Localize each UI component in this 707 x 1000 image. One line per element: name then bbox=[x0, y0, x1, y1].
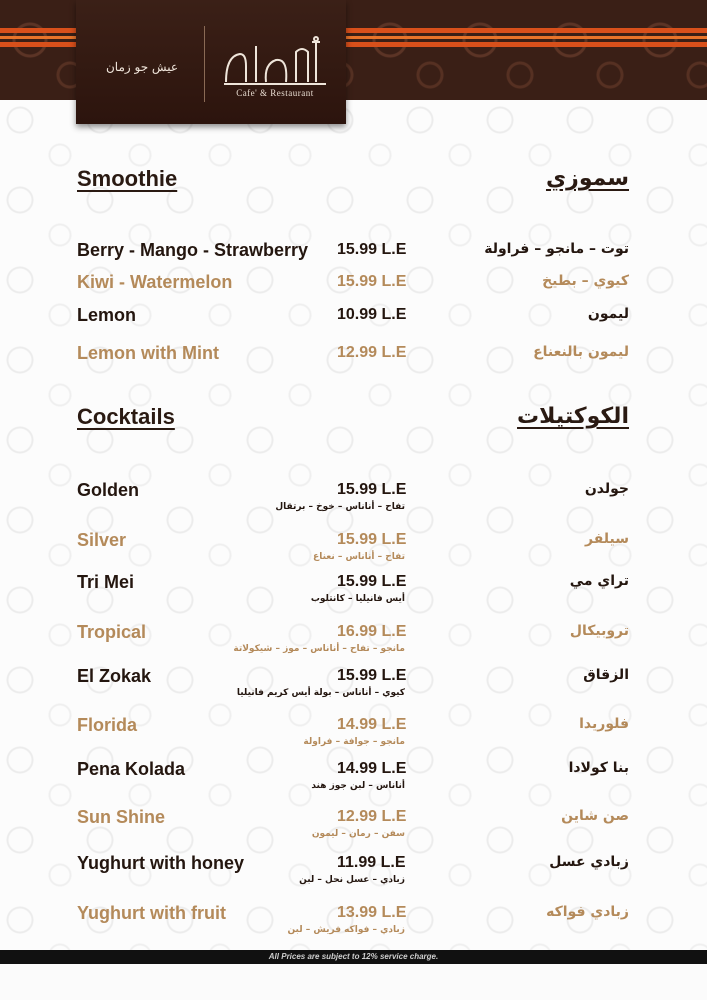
item-name-ar: فلوريدا bbox=[579, 716, 629, 732]
item-name-ar: جولدن bbox=[584, 481, 629, 497]
menu-item bbox=[0, 666, 707, 706]
item-name: Florida bbox=[77, 715, 138, 735]
menu-item bbox=[0, 572, 707, 612]
smoothie-heading-ar: سموزي bbox=[545, 166, 629, 191]
item-description: مانجو – تفاح – أناناس – موز – شيكولاتة bbox=[233, 644, 405, 654]
item-name: Sun Shine bbox=[77, 807, 166, 827]
item-description: مانجو – جوافة – فراولة bbox=[303, 737, 405, 747]
item-description: تفاح – أناناس – نعناع bbox=[313, 552, 405, 562]
item-name-ar: كيوي – بطيخ bbox=[542, 273, 629, 289]
menu-item bbox=[0, 853, 707, 893]
item-price: 15.99 L.E bbox=[337, 241, 407, 258]
item-name: Lemon with Mint bbox=[77, 343, 219, 363]
item-name-ar: بنا كولادا bbox=[568, 760, 629, 776]
menu-item bbox=[0, 759, 707, 799]
item-price: 15.99 L.E bbox=[337, 667, 407, 684]
smoothie-heading-en: Smoothie bbox=[77, 166, 178, 191]
menu-item bbox=[0, 343, 707, 383]
item-description: زبادي – فواكه فريش – لبن bbox=[287, 925, 405, 935]
item-name: Golden bbox=[77, 480, 139, 500]
item-name-ar: تروبيكال bbox=[569, 623, 629, 639]
item-name: Berry - Mango - Strawberry bbox=[77, 240, 309, 260]
item-name-ar: صن شاين bbox=[561, 808, 629, 824]
item-price: 11.99 L.E bbox=[337, 854, 406, 871]
item-price: 15.99 L.E bbox=[337, 573, 407, 590]
cocktails-heading-en: Cocktails bbox=[77, 404, 175, 429]
menu-item bbox=[0, 305, 707, 345]
item-name-ar: ليمون bbox=[587, 306, 629, 322]
menu-item bbox=[0, 530, 707, 570]
cocktails-heading-ar: الكوكتيلات bbox=[517, 404, 629, 429]
item-name-ar: سيلفر bbox=[585, 531, 629, 547]
brand-slogan: عيش جو زمان bbox=[105, 60, 179, 74]
item-name-ar: ليمون بالنعناع bbox=[533, 344, 629, 360]
menu-item bbox=[0, 807, 707, 847]
item-name: Yughurt with fruit bbox=[77, 903, 226, 923]
item-price: 13.99 L.E bbox=[337, 904, 407, 921]
brand-logo-text: الزقاق bbox=[273, 76, 277, 77]
item-name-ar: تراي مي bbox=[569, 573, 629, 589]
item-description: زبادي – عسل نحل – لبن bbox=[299, 875, 405, 885]
item-name: Silver bbox=[77, 530, 127, 550]
item-description: أيس فانيليا – كانتلوب bbox=[310, 594, 405, 604]
item-price: 15.99 L.E bbox=[337, 531, 407, 548]
item-price: 15.99 L.E bbox=[337, 481, 407, 498]
menu-item bbox=[0, 480, 707, 520]
item-price: 12.99 L.E bbox=[337, 344, 407, 361]
item-name: Yughurt with honey bbox=[77, 853, 244, 873]
item-name-ar: الزقاق bbox=[583, 667, 629, 683]
item-name: Lemon bbox=[77, 305, 137, 325]
service-charge-note: All Prices are subject to 12% service charge. bbox=[0, 950, 707, 964]
item-price: 14.99 L.E bbox=[337, 716, 407, 733]
item-description: تفاح – أناناس – خوخ – برتقال bbox=[275, 502, 405, 512]
item-description: كيوي – أناناس – بولة أيس كريم فانيليا bbox=[236, 688, 405, 698]
item-price: 14.99 L.E bbox=[337, 760, 407, 777]
item-name: Kiwi - Watermelon bbox=[77, 272, 233, 292]
item-name: Tri Mei bbox=[77, 572, 135, 592]
item-price: 15.99 L.E bbox=[337, 273, 407, 290]
item-name: Tropical bbox=[77, 622, 147, 642]
item-name: El Zokak bbox=[77, 666, 152, 686]
item-name-ar: توت – مانجو – فراولة bbox=[484, 241, 629, 257]
menu-item bbox=[0, 622, 707, 662]
brand-subtitle: Cafe' & Restaurant bbox=[236, 88, 314, 98]
menu-item bbox=[0, 715, 707, 755]
item-price: 10.99 L.E bbox=[337, 306, 407, 323]
item-price: 12.99 L.E bbox=[337, 808, 407, 825]
item-name-ar: زبادي فواكه bbox=[546, 904, 629, 920]
item-name: Pena Kolada bbox=[77, 759, 186, 779]
menu-item bbox=[0, 903, 707, 943]
item-description: أناناس – لبن جوز هند bbox=[311, 781, 405, 791]
item-description: سفن – رمان – ليمون bbox=[311, 829, 405, 839]
item-name-ar: زبادي عسل bbox=[549, 854, 629, 870]
item-price: 16.99 L.E bbox=[337, 623, 407, 640]
